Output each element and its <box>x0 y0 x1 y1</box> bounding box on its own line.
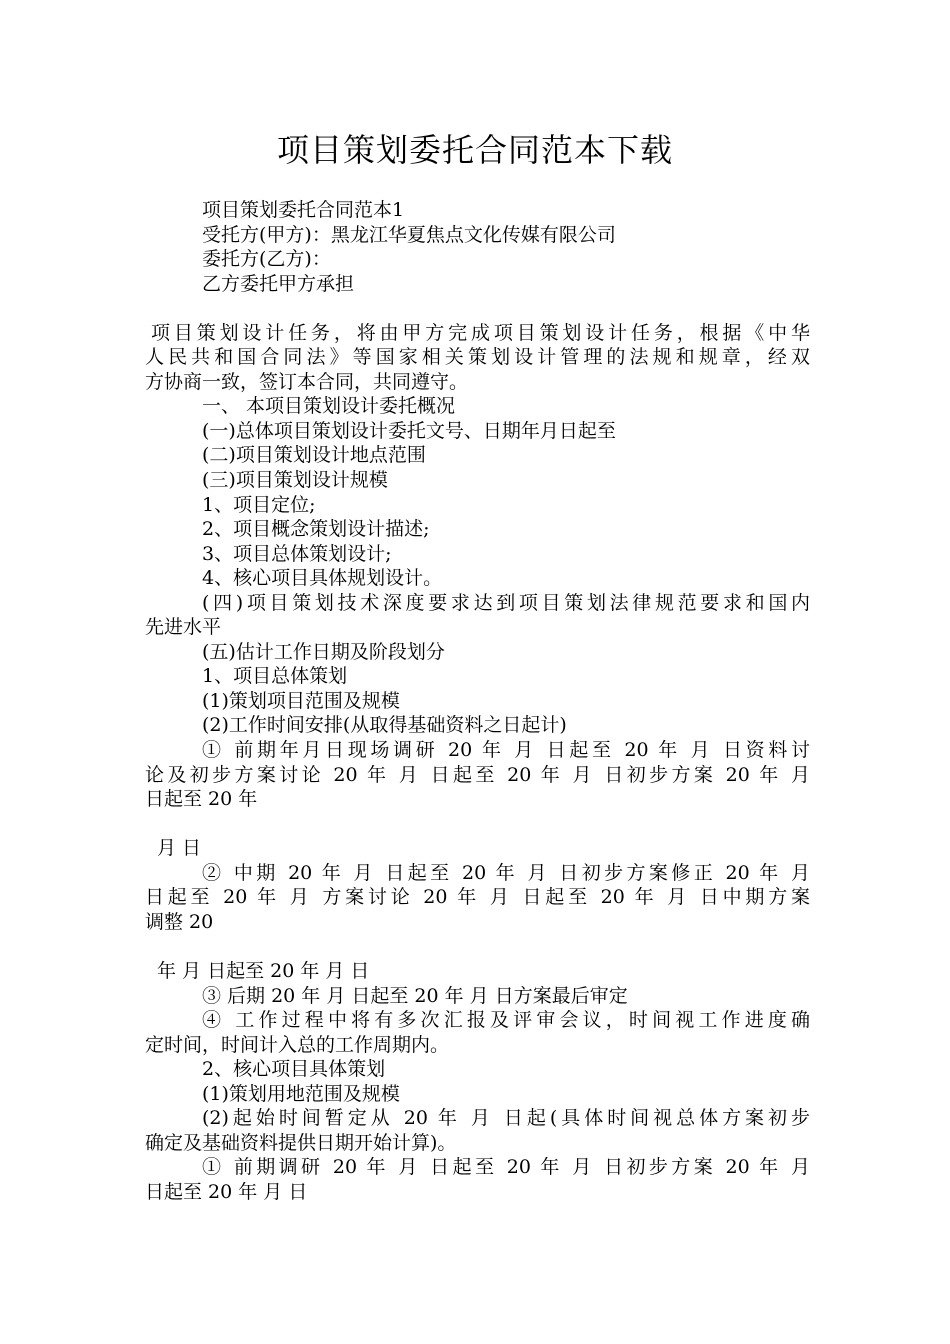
list-item: 4、核心项目具体规划设计。 <box>202 567 443 590</box>
schedule-line: 日起至 20 年 月 日 <box>145 1180 308 1203</box>
list-item: 2、核心项目具体策划 <box>202 1058 386 1081</box>
schedule-line: 论及初步方案讨论 20 年 月 日起至 20 年 月 日初步方案 20 年 月 <box>145 763 810 786</box>
schedule-line: ① 前期调研 20 年 月 日起至 20 年 月 日初步方案 20 年 月 <box>202 1156 810 1179</box>
schedule-line: ③ 后期 20 年 月 日起至 20 年 月 日方案最后审定 <box>202 984 628 1007</box>
paragraph-line: 项目策划设计任务，将由甲方完成项目策划设计任务，根据《中华 <box>151 321 810 344</box>
blank-line <box>145 934 810 959</box>
paragraph-line: 方协商一致，签订本合同，共同遵守。 <box>145 370 469 393</box>
list-item: (二)项目策划设计地点范围 <box>202 444 426 467</box>
list-item: (五)估计工作日期及阶段划分 <box>202 640 445 663</box>
schedule-line: 日起至 20 年 <box>145 788 258 811</box>
schedule-line: 日起至 20 年 月 方案讨论 20 年 月 日起至 20 年 月 日中期方案 <box>145 886 810 909</box>
schedule-line: 定时间，时间计入总的工作周期内。 <box>145 1033 450 1056</box>
contract-heading: 项目策划委托合同范本1 <box>202 199 405 221</box>
list-item-continued: 确定及基础资料提供日期开始计算)。 <box>145 1131 457 1154</box>
party-b-line: 委托方(乙方)： <box>202 248 331 271</box>
schedule-line: 月 日 <box>157 837 202 860</box>
entrust-line: 乙方委托甲方承担 <box>202 272 355 295</box>
list-item: (2)起始时间暂定从 20 年 月 日起(具体时间视总体方案初步 <box>202 1107 810 1130</box>
list-item: 1、项目定位; <box>202 493 316 516</box>
document-title: 项目策划委托合同范本下载 <box>276 131 673 169</box>
list-item: 2、项目概念策划设计描述; <box>202 518 430 541</box>
list-item: 3、项目总体策划设计; <box>202 542 392 565</box>
list-item: (1)策划用地范围及规模 <box>202 1082 400 1105</box>
blank-line <box>145 812 810 837</box>
list-item: (三)项目策划设计规模 <box>202 469 388 492</box>
schedule-line: 年 月 日起至 20 年 月 日 <box>157 959 370 982</box>
blank-line <box>145 296 810 321</box>
section-heading: 一、 本项目策划设计委托概况 <box>202 395 456 418</box>
party-a-line: 受托方(甲方)：黑龙江华夏焦点文化传媒有限公司 <box>202 223 616 246</box>
list-item: (四)项目策划技术深度要求达到项目策划法律规范要求和国内 <box>202 591 810 614</box>
list-item: (一)总体项目策划设计委托文号、日期年月日起至 <box>202 419 616 442</box>
list-item: (1)策划项目范围及规模 <box>202 689 400 712</box>
schedule-line: 调整 20 <box>145 910 214 933</box>
list-item: (2)工作时间安排(从取得基础资料之日起计) <box>202 714 567 737</box>
schedule-line: ④ 工作过程中将有多次汇报及评审会议，时间视工作进度确 <box>202 1009 810 1032</box>
paragraph-line: 人民共和国合同法》等国家相关策划设计管理的法规和规章，经双 <box>145 346 810 369</box>
schedule-line: ② 中期 20 年 月 日起至 20 年 月 日初步方案修正 20 年 月 <box>202 861 810 884</box>
document-body <box>145 198 810 1204</box>
list-item-continued: 先进水平 <box>145 616 222 639</box>
list-item: 1、项目总体策划 <box>202 665 348 688</box>
schedule-line: ① 前期年月日现场调研 20 年 月 日起至 20 年 月 日资料讨 <box>202 739 810 762</box>
